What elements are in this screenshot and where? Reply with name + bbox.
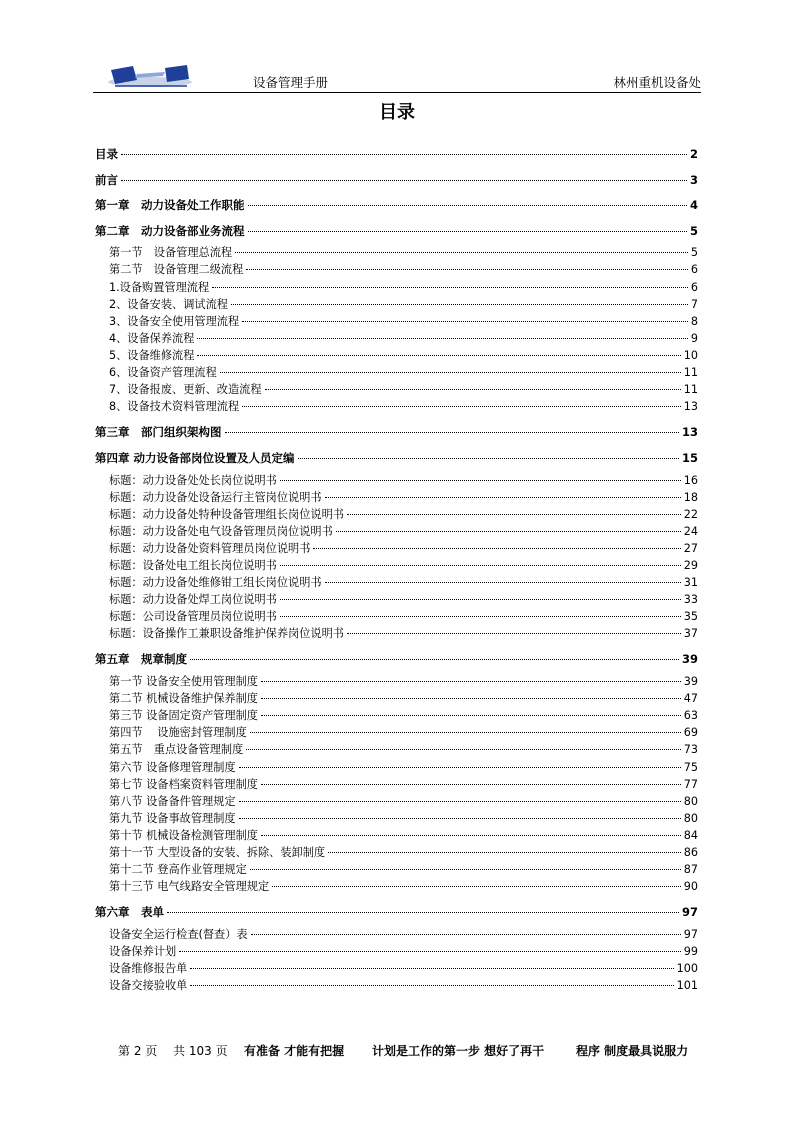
toc-entry-page-number: 39 xyxy=(681,652,698,667)
toc-section-entry[interactable] xyxy=(95,827,698,844)
page-header xyxy=(93,60,701,93)
toc-entry-label: 第五节 重点设备管理制度 xyxy=(109,743,244,757)
toc-entry-label: 第一节 设备安全使用管理制度 xyxy=(109,675,258,689)
toc-entry-label: 第十三节 电气线路安全管理规定 xyxy=(109,880,270,894)
toc-dot-leader xyxy=(190,968,673,969)
toc-entry-page-number: 101 xyxy=(676,979,698,993)
toc-entry-label: 设备交接验收单 xyxy=(109,979,188,993)
footer-motto-1: 有准备 才能有把握 xyxy=(244,1044,345,1058)
toc-entry-label: 第五章 规章制度 xyxy=(95,652,187,667)
toc-entry-page-number: 22 xyxy=(683,507,698,521)
toc-entry-page-number: 86 xyxy=(683,845,698,859)
toc-section-entry[interactable] xyxy=(95,364,698,381)
toc-section-entry[interactable] xyxy=(95,943,698,960)
toc-section-entry[interactable] xyxy=(95,347,698,364)
toc-section-entry[interactable] xyxy=(95,557,698,574)
toc-entry-page-number: 4 xyxy=(689,198,698,213)
toc-dot-leader xyxy=(261,835,681,836)
toc-entry-page-number: 33 xyxy=(683,593,698,607)
toc-section-entry[interactable] xyxy=(95,506,698,523)
toc-section-entry[interactable] xyxy=(95,489,698,506)
toc-entry-label: 第十节 机械设备检测管理制度 xyxy=(109,828,258,842)
toc-entry-page-number: 5 xyxy=(690,246,698,260)
toc-entry-page-number: 13 xyxy=(683,400,698,414)
toc-section-entry[interactable] xyxy=(95,724,698,741)
toc-entry-label: 3、设备安全使用管理流程 xyxy=(109,314,240,328)
toc-section-entry[interactable] xyxy=(95,591,698,608)
toc-entry-label: 设备安全运行检查(督查）表 xyxy=(109,927,248,941)
toc-section-entry[interactable] xyxy=(95,776,698,793)
toc-dot-leader xyxy=(250,869,681,870)
toc-dot-leader xyxy=(280,616,681,617)
toc-entry-label: 第一章 动力设备处工作职能 xyxy=(95,198,245,213)
toc-section-entry[interactable] xyxy=(95,261,698,278)
toc-dot-leader xyxy=(197,338,687,339)
toc-section-entry[interactable] xyxy=(95,381,698,398)
toc-section-entry[interactable] xyxy=(95,741,698,758)
toc-entry-page-number: 29 xyxy=(683,558,698,572)
toc-section-entry[interactable] xyxy=(95,523,698,540)
toc-entry-page-number: 8 xyxy=(690,314,698,328)
page-title: 目录 xyxy=(379,102,415,123)
toc-entry-label: 标题：设备操作工兼职设备维护保养岗位说明书 xyxy=(109,627,344,641)
toc-section-entry[interactable] xyxy=(95,574,698,591)
toc-entry-label: 6、设备资产管理流程 xyxy=(109,366,217,380)
toc-entry-page-number: 37 xyxy=(683,627,698,641)
toc-dot-leader xyxy=(225,432,679,433)
toc-section-entry[interactable] xyxy=(95,330,698,347)
toc-dot-leader xyxy=(248,205,687,206)
toc-entry-label: 第六章 表单 xyxy=(95,905,164,920)
toc-entry-label: 第一节 设备管理总流程 xyxy=(109,246,233,260)
toc-entry-label: 标题：设备处电工组长岗位说明书 xyxy=(109,558,277,572)
toc-dot-leader xyxy=(251,934,681,935)
toc-entry-label: 7、设备报废、更新、改造流程 xyxy=(109,383,262,397)
toc-dot-leader xyxy=(336,531,681,532)
toc-dot-leader xyxy=(261,715,681,716)
toc-section-entry[interactable] xyxy=(95,296,698,313)
header-manual-title: 设备管理手册 xyxy=(253,75,329,90)
toc-dot-leader xyxy=(280,565,681,566)
toc-entry-label: 标题：公司设备管理员岗位说明书 xyxy=(109,610,277,624)
toc-entry-page-number: 63 xyxy=(683,709,698,723)
toc-dot-leader xyxy=(242,321,688,322)
table-of-contents xyxy=(95,142,698,994)
toc-dot-leader xyxy=(261,784,681,785)
toc-entry-label: 第四节 设施密封管理制度 xyxy=(109,726,247,740)
toc-section-entry[interactable] xyxy=(95,810,698,827)
toc-chapter-entry[interactable] xyxy=(95,193,698,219)
toc-entry-page-number: 7 xyxy=(690,297,698,311)
toc-entry-label: 标题：动力设备处焊工岗位说明书 xyxy=(109,593,277,607)
toc-entry-label: 第四章 动力设备部岗位设置及人员定编 xyxy=(95,450,295,465)
toc-section-entry[interactable] xyxy=(95,926,698,943)
toc-entry-label: 2、设备安装、调试流程 xyxy=(109,297,228,311)
toc-entry-page-number: 18 xyxy=(683,490,698,504)
toc-section-entry[interactable] xyxy=(95,977,698,994)
footer-page-info: 第 2 页 共 103 页 xyxy=(118,1044,228,1058)
toc-dot-leader xyxy=(347,514,681,515)
toc-section-entry[interactable] xyxy=(95,878,698,895)
toc-section-entry[interactable] xyxy=(95,861,698,878)
toc-section-entry[interactable] xyxy=(95,960,698,977)
toc-entry-page-number: 97 xyxy=(683,927,698,941)
footer-motto-3: 程序 制度最具说服力 xyxy=(576,1044,689,1058)
toc-entry-label: 目录 xyxy=(95,147,118,161)
toc-dot-leader xyxy=(231,304,688,305)
toc-dot-leader xyxy=(235,252,688,253)
toc-entry-label: 第七节 设备档案资料管理制度 xyxy=(109,777,258,791)
toc-section-entry[interactable] xyxy=(95,759,698,776)
toc-entry-page-number: 80 xyxy=(683,794,698,808)
toc-entry-page-number: 80 xyxy=(683,811,698,825)
toc-entry-label: 第二节 设备管理二级流程 xyxy=(109,263,244,277)
toc-entry-label: 1.设备购置管理流程 xyxy=(109,280,210,294)
toc-dot-leader xyxy=(220,372,681,373)
toc-entry-label: 5、设备维修流程 xyxy=(109,348,195,362)
toc-dot-leader xyxy=(261,681,681,682)
toc-entry-label: 8、设备技术资料管理流程 xyxy=(109,400,240,414)
toc-dot-leader xyxy=(197,355,680,356)
toc-entry-page-number: 84 xyxy=(683,828,698,842)
toc-dot-leader xyxy=(248,231,687,232)
toc-section-entry[interactable] xyxy=(95,244,698,261)
toc-dot-leader xyxy=(121,180,687,181)
toc-entry-label: 设备保养计划 xyxy=(109,944,177,958)
toc-entry-label: 第十二节 登高作业管理规定 xyxy=(109,863,247,877)
toc-entry-page-number: 73 xyxy=(683,743,698,757)
toc-entry-label: 前言 xyxy=(95,172,118,187)
toc-chapter-entry[interactable] xyxy=(95,142,698,168)
toc-entry-page-number: 3 xyxy=(689,172,698,187)
toc-entry-label: 第二章 动力设备部业务流程 xyxy=(95,223,245,238)
toc-section-entry[interactable] xyxy=(95,313,698,330)
toc-entry-label: 标题：动力设备处维修钳工组长岗位说明书 xyxy=(109,576,322,590)
toc-dot-leader xyxy=(261,698,681,699)
toc-entry-page-number: 6 xyxy=(690,280,698,294)
toc-dot-leader xyxy=(325,497,681,498)
header-department: 林州重机设备处 xyxy=(613,75,701,90)
toc-entry-label: 第二节 机械设备维护保养制度 xyxy=(109,692,258,706)
toc-entry-page-number: 31 xyxy=(683,576,698,590)
toc-dot-leader xyxy=(347,633,681,634)
toc-dot-leader xyxy=(179,951,681,952)
toc-section-entry[interactable] xyxy=(95,540,698,557)
toc-entry-page-number: 16 xyxy=(683,473,698,487)
toc-entry-page-number: 39 xyxy=(683,675,698,689)
toc-entry-page-number: 75 xyxy=(683,760,698,774)
toc-entry-label: 第三章 部门组织架构图 xyxy=(95,425,222,440)
toc-entry-page-number: 11 xyxy=(683,383,698,397)
toc-dot-leader xyxy=(313,548,680,549)
toc-entry-page-number: 9 xyxy=(690,331,698,345)
company-logo-icon xyxy=(107,62,193,88)
toc-entry-page-number: 77 xyxy=(683,777,698,791)
toc-chapter-entry[interactable] xyxy=(95,446,698,472)
toc-entry-page-number: 10 xyxy=(683,348,698,362)
toc-entry-label: 标题：动力设备处特种设备管理组长岗位说明书 xyxy=(109,507,344,521)
toc-section-entry[interactable] xyxy=(95,690,698,707)
toc-entry-label: 标题：动力设备处电气设备管理员岗位说明书 xyxy=(109,524,333,538)
toc-dot-leader xyxy=(265,389,681,390)
toc-chapter-entry[interactable] xyxy=(95,168,698,194)
toc-chapter-entry[interactable] xyxy=(95,647,698,673)
toc-entry-label: 标题：动力设备处处长岗位说明书 xyxy=(109,473,277,487)
toc-dot-leader xyxy=(250,732,681,733)
toc-entry-page-number: 5 xyxy=(689,223,698,238)
toc-entry-label: 第十一节 大型设备的安装、拆除、装卸制度 xyxy=(109,845,326,859)
toc-entry-label: 标题：动力设备处设备运行主管岗位说明书 xyxy=(109,490,322,504)
toc-entry-page-number: 97 xyxy=(681,905,698,920)
toc-entry-page-number: 24 xyxy=(683,524,698,538)
toc-dot-leader xyxy=(212,287,688,288)
toc-entry-page-number: 69 xyxy=(683,726,698,740)
toc-entry-page-number: 27 xyxy=(683,541,698,555)
toc-dot-leader xyxy=(272,886,681,887)
toc-entry-label: 第三节 设备固定资产管理制度 xyxy=(109,709,258,723)
toc-entry-page-number: 47 xyxy=(683,692,698,706)
toc-entry-label: 标题：动力设备处资料管理员岗位说明书 xyxy=(109,541,311,555)
toc-section-entry[interactable] xyxy=(95,279,698,296)
toc-entry-page-number: 99 xyxy=(683,944,698,958)
toc-entry-page-number: 6 xyxy=(690,263,698,277)
toc-dot-leader xyxy=(280,599,681,600)
toc-dot-leader xyxy=(246,749,680,750)
toc-dot-leader xyxy=(325,582,681,583)
toc-entry-page-number: 13 xyxy=(681,425,698,440)
toc-entry-page-number: 90 xyxy=(683,880,698,894)
toc-dot-leader xyxy=(190,985,673,986)
toc-section-entry[interactable] xyxy=(95,707,698,724)
toc-entry-page-number: 2 xyxy=(689,147,698,161)
toc-chapter-entry[interactable] xyxy=(95,219,698,245)
toc-dot-leader xyxy=(239,801,681,802)
toc-dot-leader xyxy=(239,767,681,768)
toc-chapter-entry[interactable] xyxy=(95,420,698,446)
toc-dot-leader xyxy=(298,458,679,459)
toc-dot-leader xyxy=(167,912,679,913)
toc-entry-page-number: 11 xyxy=(683,366,698,380)
footer-motto-2: 计划是工作的第一步 想好了再干 xyxy=(372,1044,545,1058)
toc-section-entry[interactable] xyxy=(95,398,698,415)
toc-dot-leader xyxy=(280,480,681,481)
toc-entry-label: 第八节 设备备件管理规定 xyxy=(109,794,236,808)
toc-entry-label: 设备维修报告单 xyxy=(109,962,188,976)
toc-dot-leader xyxy=(239,818,681,819)
toc-entry-label: 4、设备保养流程 xyxy=(109,331,195,345)
toc-entry-page-number: 15 xyxy=(681,450,698,465)
toc-section-entry[interactable] xyxy=(95,472,698,489)
toc-section-entry[interactable] xyxy=(95,844,698,861)
toc-section-entry[interactable] xyxy=(95,608,698,625)
toc-section-entry[interactable] xyxy=(95,673,698,690)
toc-dot-leader xyxy=(242,406,681,407)
toc-dot-leader xyxy=(328,852,681,853)
toc-entry-page-number: 35 xyxy=(683,610,698,624)
toc-entry-label: 第九节 设备事故管理制度 xyxy=(109,811,236,825)
toc-entry-page-number: 100 xyxy=(676,962,698,976)
toc-chapter-entry[interactable] xyxy=(95,900,698,926)
toc-section-entry[interactable] xyxy=(95,793,698,810)
toc-dot-leader xyxy=(190,659,679,660)
toc-entry-label: 第六节 设备修理管理制度 xyxy=(109,760,236,774)
toc-section-entry[interactable] xyxy=(95,625,698,642)
toc-entry-page-number: 87 xyxy=(683,863,698,877)
toc-dot-leader xyxy=(246,269,688,270)
toc-dot-leader xyxy=(121,154,687,155)
